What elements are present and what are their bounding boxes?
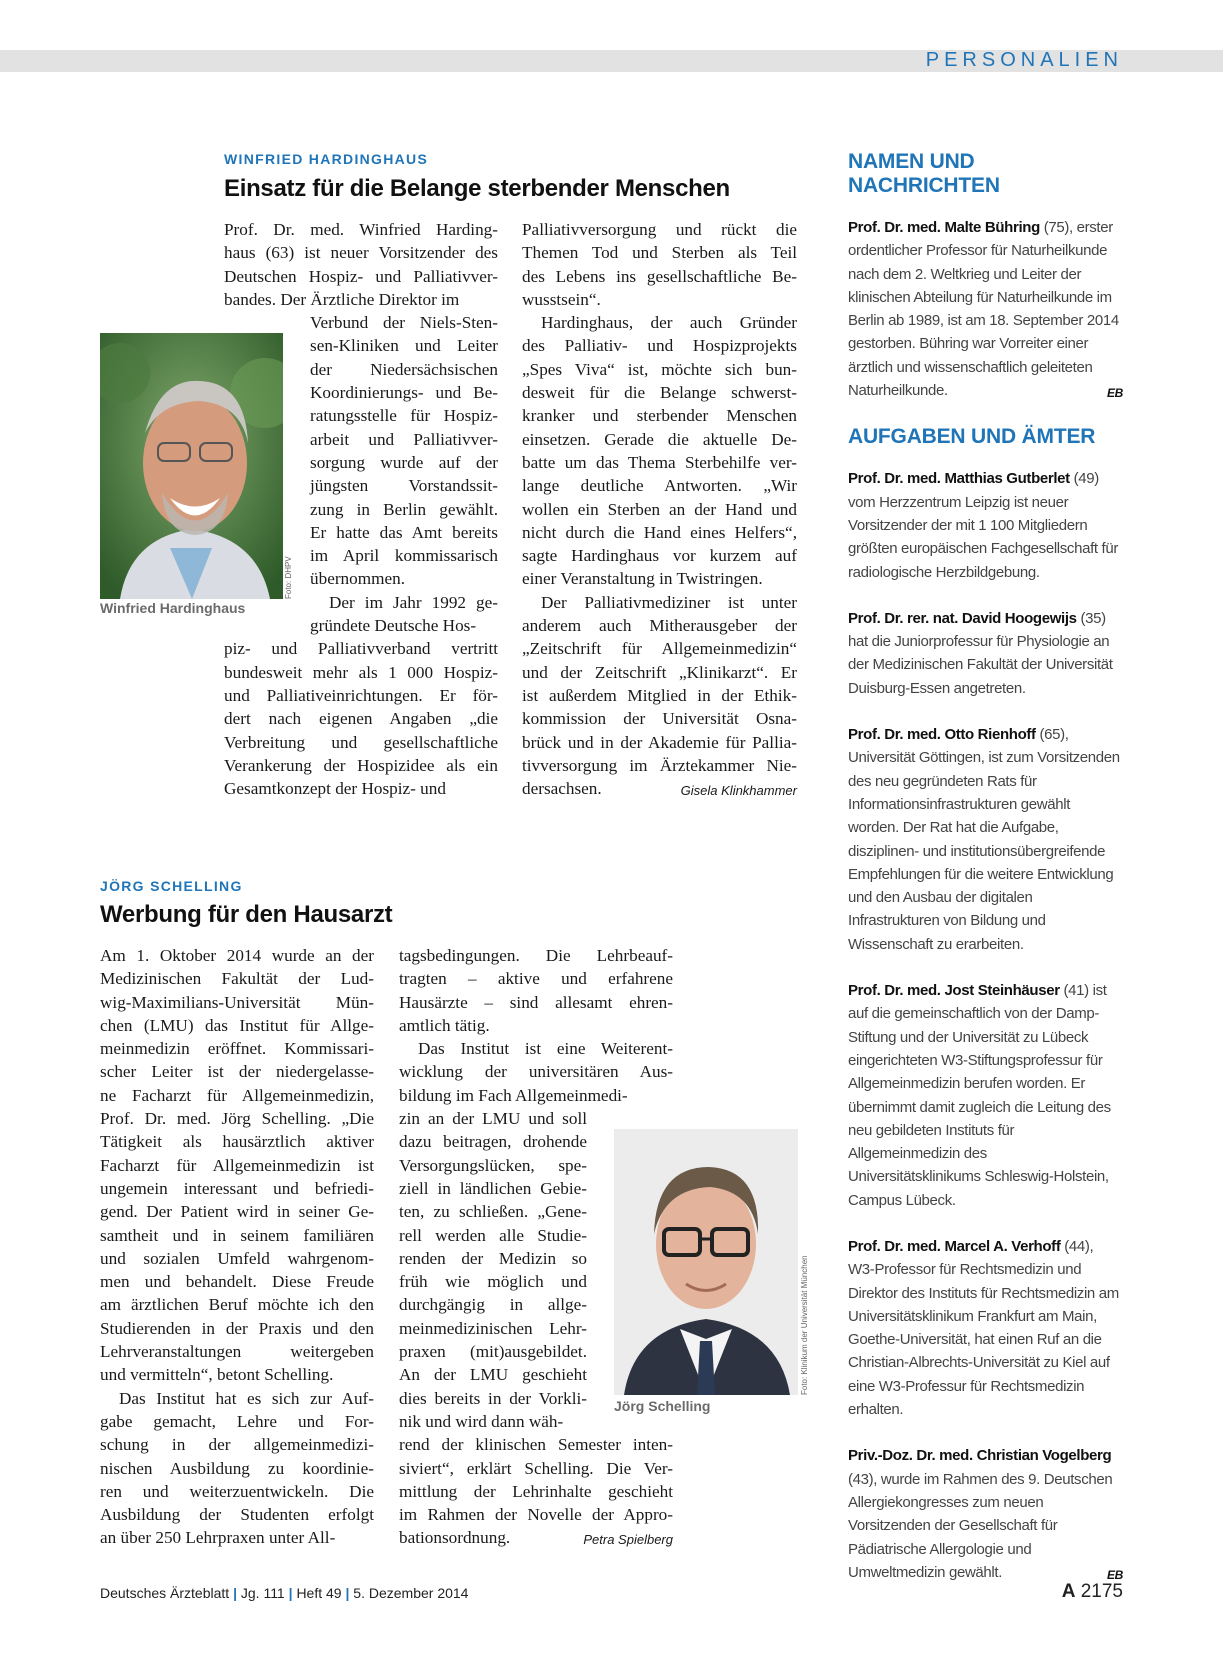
text-line: bationsordnung. Petra Spielberg (399, 1526, 673, 1549)
text-line: zin an der LMU und soll (399, 1109, 587, 1129)
sidebar-section2-entries (848, 467, 1123, 1584)
article2-photo-caption: Jörg Schelling (614, 1398, 711, 1414)
text-line: Prof. Dr. med. Winfried Harding- (224, 220, 498, 239)
entry-person-name: Prof. Dr. med. Matthias Gutberlet (848, 470, 1070, 488)
footer-issue: Heft 49 (296, 1585, 342, 1601)
text-line: früh wie möglich und (399, 1272, 587, 1292)
text-line: Das Institut ist eine Weiterent- (418, 1039, 673, 1059)
text-line: nik und wird dann wäh- (399, 1411, 564, 1431)
article2-col2-top (399, 944, 673, 1107)
text-line: sen-Kliniken und Leiter (310, 336, 498, 356)
sidebar-entry (848, 607, 1123, 700)
article2-col2-wrap (399, 1107, 587, 1433)
text-line: dazu beitragen, drohende (399, 1132, 587, 1152)
text-line: einsetzen. Gerade die aktuelle De- (522, 429, 797, 449)
text-line: piz- und Palliativverband vertritt (224, 639, 498, 659)
text-line: durchgängig in allge- (399, 1295, 587, 1315)
text-line: praxen (mit)ausgebildet. (399, 1342, 587, 1362)
text-line: men und behandelt. Diese Freude (100, 1272, 374, 1292)
text-line: Medizinischen Fakultät der Lud- (100, 969, 374, 989)
entry-person-name: Priv.-Doz. Dr. med. Christian Vogelberg (848, 1447, 1112, 1465)
entry-signature: EB (1107, 1567, 1123, 1582)
text-line: wusstsein“. (522, 289, 601, 309)
text-line: dies bereits in der Vorkli- (399, 1388, 587, 1408)
text-line: Studierenden in der Praxis und den (100, 1318, 374, 1338)
text-line: sagte Hardinghaus vor kurzem auf (522, 546, 797, 566)
article-author: Petra Spielberg (583, 1532, 673, 1548)
text-line: Verbreitung und gesellschaftliche (224, 732, 498, 752)
article2-column1 (100, 944, 374, 1550)
text-line: Deutschen Hospiz- und Palliativver- (224, 266, 498, 286)
entry-text: (43), wurde im Rahmen des 9. Deutschen Allergiekongresses zum neuen Vorsitzenden der Gesellschaft für Pädiatrische Allergologie und Umweltmedizin gewählt. (848, 1470, 1113, 1581)
text-line: scher Leiter ist der niedergelasse- (100, 1062, 374, 1082)
text-line: rend der klinischen Semester inten- (399, 1435, 673, 1455)
text-line: Der Palliativmediziner ist unter (541, 592, 797, 612)
entry-text: (65), Universität Göttingen, ist zum Vorsitzenden des neu gegründeten Rats für Informationsinfrastrukturen gewählt worden. Der Rat hat die Aufgabe, disziplinen- und institutionsübergreifende Empfehlungen für die weitere Entwicklung und den Ausbau der digitalen Infrastrukturen von Bildung und Wissenschaft zu erarbeiten. (848, 726, 1120, 953)
text-line: an über 250 Lehrpraxen unter All- (100, 1528, 336, 1548)
text-line: batte um das Thema Sterbehilfe ver- (522, 452, 797, 472)
article2-col1 (100, 944, 374, 1550)
entry-person-name: Prof. Dr. med. Marcel A. Verhoff (848, 1237, 1061, 1255)
text-line: übernommen. (310, 569, 405, 589)
text-line: ungemein interessant und befriedi- (100, 1178, 374, 1198)
text-line: nicht durch die Hand eines Helfers“, (522, 522, 797, 542)
text-line: kommission der Universität Osna- (522, 709, 797, 729)
text-line: Gesamtkonzept der Hospiz- und (224, 779, 446, 799)
text-line: lange deutliche Antworten. „Wir (522, 476, 797, 496)
text-line: meinmedizinischen Lehr- (399, 1318, 587, 1338)
text-line: im April kommissarisch (310, 546, 498, 566)
text-line: rell werden alle Studie- (399, 1225, 587, 1245)
page-number (1062, 1581, 1123, 1603)
article-author: Gisela Klinkhammer (680, 783, 797, 799)
footer-citation (100, 1585, 468, 1601)
text-line: Am 1. Oktober 2014 wurde an der (100, 946, 374, 965)
text-line: chen (LMU) das Institut für Allge- (100, 1015, 374, 1035)
entry-signature: EB (1107, 386, 1123, 401)
sidebar-entry (848, 216, 1123, 402)
sidebar (848, 150, 1123, 1607)
entry-person-name: Prof. Dr. med. Otto Rienhoff (848, 726, 1036, 744)
text-line: zung in Berlin gewählt. (310, 499, 498, 519)
article1-photo-credit: Foto: DHPV (284, 556, 293, 599)
text-line: wollen ein Sterben an der Hand und (522, 499, 797, 519)
text-line: Verankerung der Hospizidee als ein (224, 755, 498, 775)
text-line: wicklung der universitären Aus- (399, 1062, 673, 1082)
article1-col2 (522, 218, 797, 800)
text-line: wig-Maximilians-Universität Mün- (100, 992, 374, 1012)
entry-text: (44), W3-Professor für Rechtsmedizin und Direktor des Instituts für Rechtsmedizin am Universitätsklinikum Frankfurt am Main, Goethe-Universität, hat einen Ruf an die Christian-Albrechts-Universität zu Kiel auf eine W3-Professur für Rechtsmedizin erhalten. (848, 1237, 1119, 1419)
text-line: ist außerdem Mitglied in der Ethik- (522, 685, 797, 705)
text-line: jüngsten Vorstandssit- (310, 476, 498, 496)
text-line: im Rahmen der Novelle der Appro- (399, 1505, 673, 1525)
text-line: ten, zu schließen. „Gene- (399, 1202, 587, 1222)
article1-column2 (522, 218, 797, 802)
text-line: gend. Der Patient wird in seiner Ge- (100, 1202, 374, 1222)
text-line: Themen Tod und Sterben als Teil (522, 243, 797, 263)
article1-photo-caption: Winfried Hardinghaus (100, 600, 246, 616)
text-line: Tätigkeit als hausärztlich aktiver (100, 1132, 374, 1152)
schelling-photo (614, 1129, 798, 1395)
text-line: bildung im Fach Allgemeinmedi- (399, 1085, 628, 1105)
text-line: An der LMU geschieht (399, 1365, 587, 1385)
text-line: Er hatte das Amt bereits (310, 522, 498, 542)
text-line: siviert“, erklärt Schelling. Die Ver- (399, 1458, 673, 1478)
text-line: des Lebens ins gesellschaftliche Be- (522, 266, 797, 286)
text-line: einer Veranstaltung in Twistringen. (522, 569, 763, 589)
sidebar-entry (848, 1444, 1123, 1584)
entry-text: (41) ist auf die gemeinschaftlich von der Damp-Stiftung und der Universität zu Lübeck eingerichteten W3-Stiftungsprofessur für Allgemeinmedizin berufen worden. Er übernimmt damit zugleich die Leitung des neu gebildeten Instituts für Allgemeinmedizin des Universitätsklinikums Schleswig-Holstein, Campus Lübeck. (848, 982, 1111, 1209)
text-line: Verbund der Niels-Sten- (310, 313, 498, 333)
text-line: bandes. Der Ärztliche Direktor im (224, 289, 460, 309)
text-line: mittlung der Lehrinhalte geschieht (399, 1481, 673, 1501)
text-line: Prof. Dr. med. Jörg Schelling. „Die (100, 1109, 374, 1129)
article1-col1-top (224, 218, 498, 311)
footer-date: 5. Dezember 2014 (353, 1585, 469, 1601)
entry-person-name: Prof. Dr. rer. nat. David Hoogewijs (848, 609, 1077, 627)
article1-headline: Einsatz für die Belange sterbender Menschen (224, 175, 730, 202)
entry-person-name: Prof. Dr. med. Malte Bühring (848, 219, 1040, 236)
text-line: gründete Deutsche Hos- (310, 616, 477, 636)
text-line: und vermitteln“, betont Schelling. (100, 1365, 334, 1385)
entry-text: (49) vom Herzzentrum Leipzig ist neuer Vorsitzender der mit 1 100 Mitgliedern größten europäischen Fachgesellschaft für radiologische Herzbildgebung. (848, 470, 1118, 581)
entry-person-name: Prof. Dr. med. Jost Steinhäuser (848, 982, 1060, 1000)
text-line: Ausbildung der Studenten erfolgt (100, 1505, 374, 1525)
text-line: Das Institut hat es sich zur Auf- (119, 1388, 374, 1408)
text-line: tagsbedingungen. Die Lehrbeauf- (399, 946, 673, 965)
text-line: samtheit und in seinem familiären (100, 1225, 374, 1245)
footer-volume: Jg. 111 (240, 1585, 285, 1601)
text-line: „Zeitschrift für Allgemeinmedizin“ (522, 639, 797, 659)
text-line: gabe gemacht, Lehre und For- (100, 1411, 374, 1431)
text-line: haus (63) ist neuer Vorsitzender des (224, 243, 498, 263)
text-line: Versorgungslücken, spe- (399, 1155, 587, 1175)
footer-separator: | (288, 1585, 293, 1601)
text-line: meinmedizin eröffnet. Kommissari- (100, 1039, 374, 1059)
text-line: Hardinghaus, der auch Gründer (541, 313, 797, 333)
sidebar-section1-entries (848, 216, 1123, 402)
page-number-value: 2175 (1080, 1581, 1123, 1602)
entry-text: (35) hat die Juniorprofessur für Physiologie an der Medizinischen Fakultät der Universität Duisburg-Essen angetreten. (848, 609, 1113, 697)
text-line: am ärztlichen Beruf möchte ich den (100, 1295, 374, 1315)
footer-separator: | (345, 1585, 350, 1601)
text-line: Der im Jahr 1992 ge- (329, 592, 498, 612)
text-line: anderem auch Mitherausgeber der (522, 616, 797, 636)
sidebar-entry (848, 1235, 1123, 1421)
article2-col2-rest (399, 1433, 673, 1549)
text-line: des Palliativ- und Hospizprojekts (522, 336, 797, 356)
text-line: ren und weiterzuentwickeln. Die (100, 1481, 374, 1501)
entry-text: (75), erster ordentlicher Professor für Naturheilkunde nach dem 2. Weltkrieg und Leiter der klinischen Abteilung für Naturheilkunde im Berlin ab 1989, ist am 18. September 2014 gestorben. Bühring war Vorreiter einer ärztlich und wissenschaftlich geleiteten Naturheilkunde. (848, 219, 1119, 400)
text-line: und Palliativeinrichtungen. Er för- (224, 685, 498, 705)
text-line: sorgung wurde auf der (310, 452, 498, 472)
article1-col1-wrap (310, 311, 498, 637)
section-label: PERSONALIEN (925, 49, 1123, 71)
text-line: Hausärzte – sind allesamt ehren- (399, 992, 673, 1012)
text-line: desweit für die Belange schwerst- (522, 383, 797, 403)
text-line: ratungsstelle für Hospiz- (310, 406, 498, 426)
article1-col1-rest (224, 637, 498, 800)
sidebar-entry (848, 723, 1123, 956)
footer-separator: | (233, 1585, 237, 1601)
article2-headline: Werbung für den Hausarzt (100, 901, 393, 928)
text-line: arbeit und Palliativver- (310, 429, 498, 449)
text-line: der Niedersächsischen (310, 359, 498, 379)
text-line: Lehrveranstaltungen weitergeben (100, 1342, 374, 1362)
page-prefix: A (1061, 1581, 1076, 1602)
text-line: amtlich tätig. (399, 1015, 490, 1035)
text-line: nischen Ausbildung zu koordinie- (100, 1458, 374, 1478)
text-line: bundesweit mehr als 1 000 Hospiz- (224, 662, 498, 682)
text-line: ne Facharzt für Allgemeinmedizin, (100, 1085, 374, 1105)
text-line: und der Zeitschrift „Klinikarzt“. Er (522, 662, 797, 682)
text-line: brück und in der Akademie für Pallia- (522, 732, 797, 752)
article2-photo-credit: Foto: Klinikum der Universität München (800, 1255, 809, 1395)
footer-journal: Deutsches Ärzteblatt (100, 1585, 230, 1601)
article1-kicker: WINFRIED HARDINGHAUS (224, 151, 429, 167)
article2-kicker: JÖRG SCHELLING (100, 878, 243, 894)
text-line: Koordinierungs- und Be- (310, 383, 498, 403)
text-line: tragten – aktive und erfahrene (399, 969, 673, 989)
text-line: renden der Medizin so (399, 1248, 587, 1268)
sidebar-entry (848, 979, 1123, 1212)
text-line: tivversorgung im Ärztekammer Nie- (522, 755, 797, 775)
text-line: kranker und sterbender Menschen (522, 406, 797, 426)
portrait-schelling-image (614, 1129, 798, 1395)
text-line: dersachsen. Gisela Klinkhammer (522, 777, 797, 800)
text-line: Palliativversorgung und rückt die (522, 220, 797, 239)
sidebar-entry (848, 467, 1123, 583)
text-line: „Spes Viva“ ist, möchte sich bun- (522, 359, 797, 379)
text-line: dert nach eigenen Angaben „die (224, 709, 498, 729)
sidebar-section2-title: AUFGABEN UND ÄMTER (848, 425, 1096, 449)
text-line: ziell in ländlichen Gebie- (399, 1178, 587, 1198)
text-line: Facharzt für Allgemeinmedizin ist (100, 1155, 374, 1175)
article1-column1 (224, 218, 498, 800)
text-line: schung in der allgemeinmedizi- (100, 1435, 374, 1455)
text-line: und sozialen Umfeld wahrgenom- (100, 1248, 374, 1268)
sidebar-section1-title: NAMEN UND NACHRICHTEN (848, 150, 1000, 197)
